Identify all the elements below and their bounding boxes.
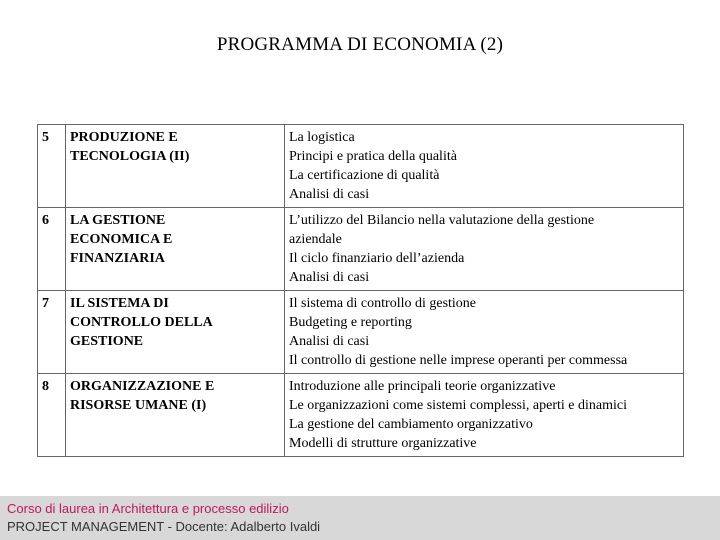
content-line: La gestione del cambiamento organizzativo bbox=[289, 417, 533, 432]
footer-course: Corso di laurea in Architettura e processo edilizio bbox=[7, 501, 289, 516]
table-row bbox=[38, 374, 684, 457]
module-topic bbox=[66, 291, 285, 374]
module-number: 8 bbox=[38, 374, 66, 457]
module-topic bbox=[66, 374, 285, 457]
content-line: Analisi di casi bbox=[289, 187, 370, 202]
program-rows bbox=[38, 125, 684, 457]
module-topic bbox=[66, 208, 285, 291]
topic-line: ORGANIZZAZIONE E bbox=[70, 379, 215, 394]
content-line: Il controllo di gestione nelle imprese operanti per commessa bbox=[289, 353, 628, 368]
content-line: Analisi di casi bbox=[289, 270, 370, 285]
topic-line: FINANZIARIA bbox=[70, 251, 165, 266]
content-line: L’utilizzo del Bilancio nella valutazione della gestione bbox=[289, 213, 595, 228]
module-contents bbox=[285, 291, 684, 374]
page-title: PROGRAMMA DI ECONOMIA (2) bbox=[216, 34, 504, 55]
content-line: La logistica bbox=[289, 130, 355, 145]
topic-line: RISORSE UMANE (I) bbox=[70, 398, 207, 413]
footer-teacher: PROJECT MANAGEMENT - Docente: Adalberto Ivaldi bbox=[7, 519, 321, 534]
module-contents bbox=[285, 374, 684, 457]
topic-line: IL SISTEMA DI bbox=[70, 296, 169, 311]
content-line: Budgeting e reporting bbox=[289, 315, 412, 330]
content-line: Il ciclo finanziario dell’azienda bbox=[289, 251, 465, 266]
module-contents bbox=[285, 208, 684, 291]
topic-line: ECONOMICA E bbox=[70, 232, 173, 247]
program-table bbox=[37, 124, 684, 457]
content-line: Il sistema di controllo di gestione bbox=[289, 296, 477, 311]
content-line: La certificazione di qualità bbox=[289, 168, 440, 183]
table-row bbox=[38, 125, 684, 208]
module-number: 7 bbox=[38, 291, 66, 374]
content-line: Modelli di strutture organizzative bbox=[289, 436, 477, 451]
module-contents bbox=[285, 125, 684, 208]
topic-line: TECNOLOGIA (II) bbox=[70, 149, 190, 164]
content-line: Introduzione alle principali teorie organizzative bbox=[289, 379, 556, 394]
content-line: Le organizzazioni come sistemi complessi, aperti e dinamici bbox=[289, 398, 627, 413]
content-line: Principi e pratica della qualità bbox=[289, 149, 457, 164]
table-row bbox=[38, 208, 684, 291]
module-number: 5 bbox=[38, 125, 66, 208]
module-number: 6 bbox=[38, 208, 66, 291]
content-line: aziendale bbox=[289, 232, 342, 247]
topic-line: CONTROLLO DELLA bbox=[70, 315, 213, 330]
topic-line: LA GESTIONE bbox=[70, 213, 166, 228]
module-topic bbox=[66, 125, 285, 208]
table-row bbox=[38, 291, 684, 374]
footer-bar bbox=[0, 496, 720, 540]
content-line: Analisi di casi bbox=[289, 334, 370, 349]
topic-line: GESTIONE bbox=[70, 334, 144, 349]
topic-line: PRODUZIONE E bbox=[70, 130, 178, 145]
